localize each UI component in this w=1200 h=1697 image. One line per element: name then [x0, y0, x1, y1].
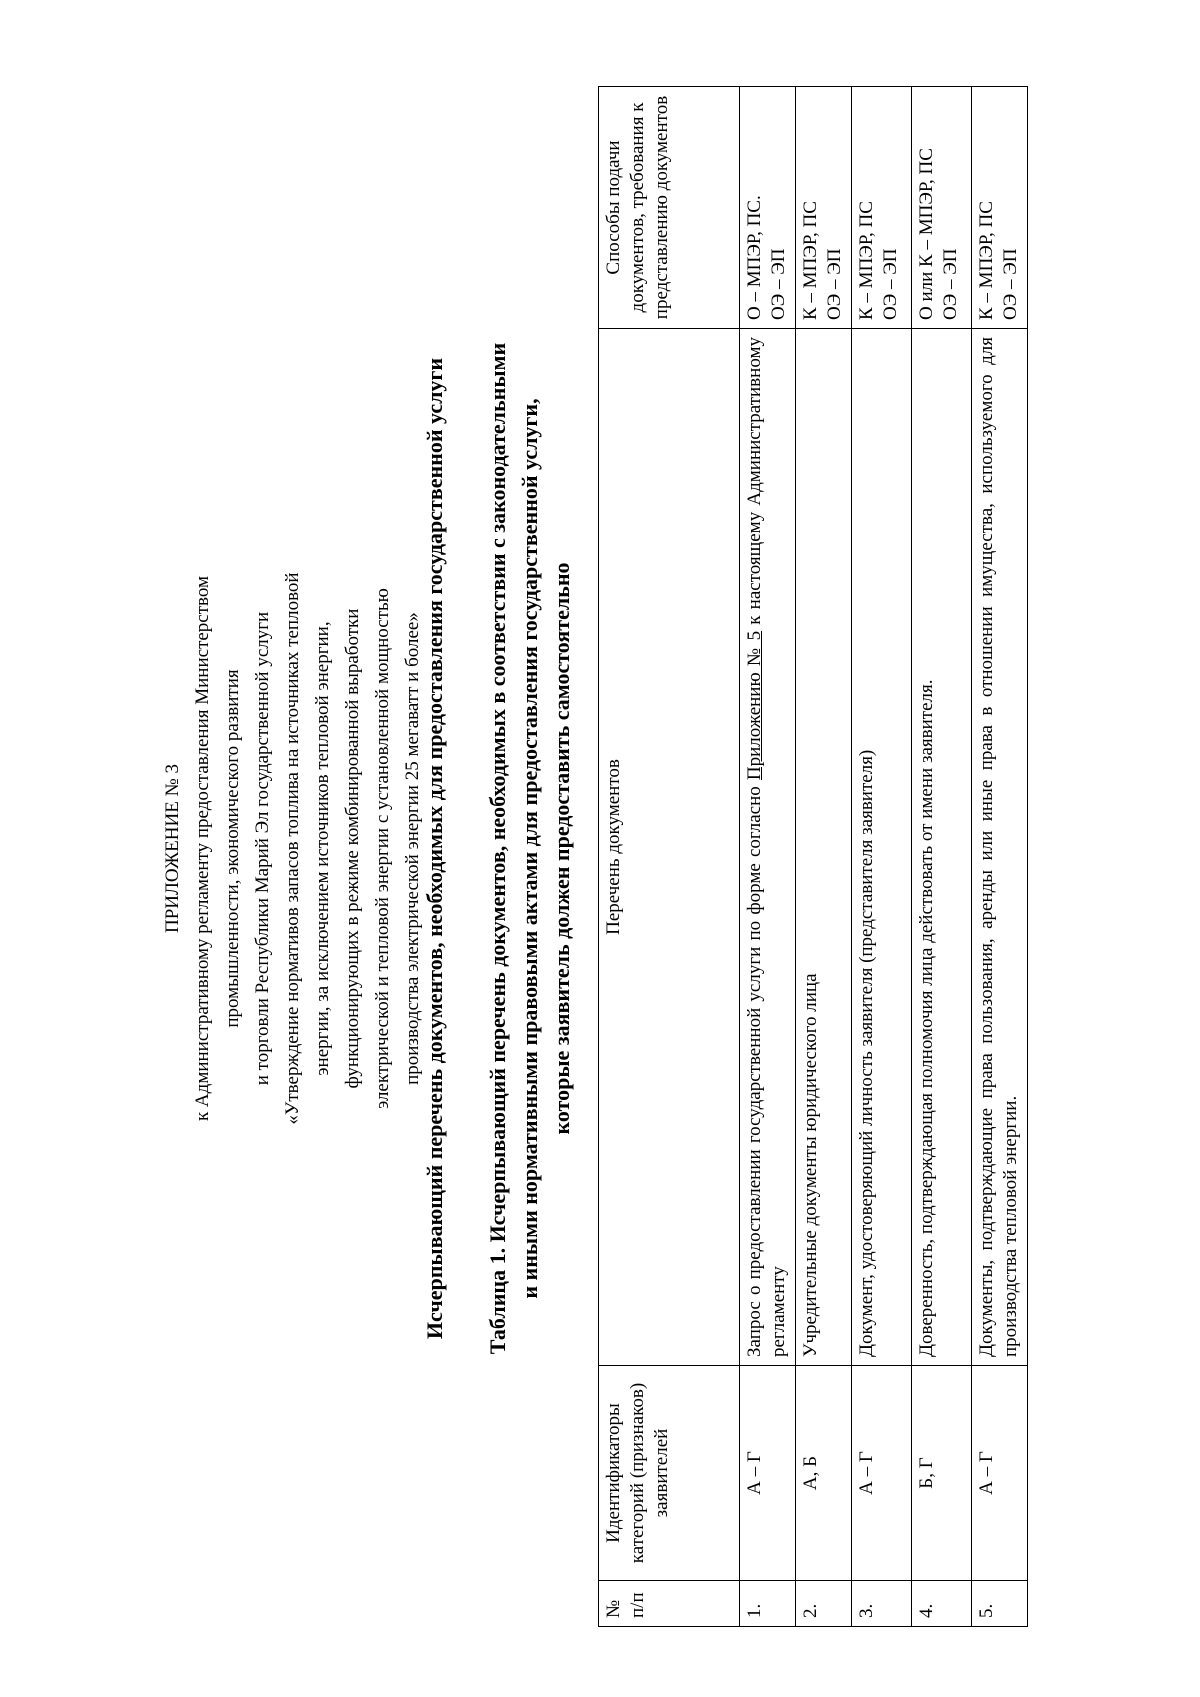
- header-num: № п/п: [599, 1581, 740, 1627]
- row-method: [912, 87, 972, 329]
- appendix-block: [158, 0, 428, 1697]
- row-method: [972, 87, 1028, 329]
- table-row: [852, 87, 912, 1627]
- row-method: [796, 87, 852, 329]
- header-methods: Способы подачи документов, требования к представлению документов: [599, 87, 740, 329]
- row-description: [740, 329, 796, 1366]
- appendix-line: функционирующих в режиме комбинированной выработки: [342, 608, 363, 1089]
- table-title: [482, 0, 578, 1697]
- row-description-text: к настоящему Административному регламенту: [744, 337, 789, 1357]
- method-line: К – МПЭР, ПС: [800, 201, 821, 320]
- table-title-line: и иными нормативными правовыми актами для предоставления государственной услуги,: [517, 398, 542, 1299]
- appendix-line: и торговли Республики Марий Эл государственной услуги: [252, 611, 273, 1086]
- method-line: ОЭ – ЭП: [824, 248, 845, 320]
- section-heading: Исчерпывающий перечень документов, необходимых для предоставления государственной услуги: [422, 357, 447, 1340]
- row-description: Документы, подтверждающие права пользования, аренды или иные права в отношении имущества, используемого для производства тепловой энергии.: [972, 329, 1028, 1366]
- table-title-line: Таблица 1. Исчерпывающий перечень документов, необходимых в соответствии с законодательными: [485, 342, 510, 1355]
- header-category: Идентификаторы категорий (признаков) заявителей: [599, 1366, 740, 1581]
- row-num: 2.: [796, 1581, 852, 1627]
- row-category: А – Г: [852, 1366, 912, 1581]
- row-method: [740, 87, 796, 329]
- appendix-line: промышленности, экономического развития: [222, 669, 243, 1028]
- method-line: ОЭ – ЭП: [1000, 248, 1021, 320]
- appendix-5-link[interactable]: Приложению № 5: [744, 630, 765, 781]
- appendix-line: «Утверждение нормативов запасов топлива на источниках тепловой: [282, 572, 303, 1125]
- row-method: [852, 87, 912, 329]
- row-category: А, Б: [796, 1366, 852, 1581]
- appendix-title: ПРИЛОЖЕНИЕ № 3: [162, 764, 183, 933]
- method-line: К – МПЭР, ПС: [976, 201, 997, 320]
- table-row: [740, 87, 796, 1627]
- row-num: 1.: [740, 1581, 796, 1627]
- row-description: Документ, удостоверяющий личность заявителя (представителя заявителя): [852, 329, 912, 1366]
- row-description: Учредительные документы юридического лица: [796, 329, 852, 1366]
- appendix-line: производства электрической энергии 25 мегаватт и более»: [402, 612, 423, 1085]
- table-row: [912, 87, 972, 1627]
- appendix-line: энергии, за исключением источников тепловой энергии,: [312, 621, 333, 1076]
- method-line: О – МПЭР, ПС.: [744, 195, 765, 320]
- row-description-text: Запрос о предоставлении государственной услуги по форме согласно: [744, 780, 765, 1357]
- appendix-line: электрической и тепловой энергии с установленной мощностью: [372, 588, 393, 1109]
- method-line: К – МПЭР, ПС: [856, 201, 877, 320]
- row-description: Доверенность, подтверждающая полномочия лица действовать от имени заявителя.: [912, 329, 972, 1366]
- row-num: 3.: [852, 1581, 912, 1627]
- method-line: ОЭ – ЭП: [940, 248, 961, 320]
- table-header-row: [599, 87, 740, 1627]
- method-line: ОЭ – ЭП: [880, 248, 901, 320]
- header-documents: Перечень документов: [599, 329, 740, 1366]
- method-line: ОЭ – ЭП: [768, 248, 789, 320]
- appendix-line: к Административному регламенту предоставления Министерством: [192, 575, 213, 1122]
- row-num: 4.: [912, 1581, 972, 1627]
- table-title-line: которые заявитель должен предоставить самостоятельно: [549, 562, 574, 1135]
- row-category: Б, Г: [912, 1366, 972, 1581]
- row-category: А – Г: [972, 1366, 1028, 1581]
- table-row: [972, 87, 1028, 1627]
- row-category: А – Г: [740, 1366, 796, 1581]
- row-num: 5.: [972, 1581, 1028, 1627]
- table-row: [796, 87, 852, 1627]
- method-line: О или К – МПЭР, ПС: [916, 148, 937, 320]
- documents-table: [598, 86, 1028, 1627]
